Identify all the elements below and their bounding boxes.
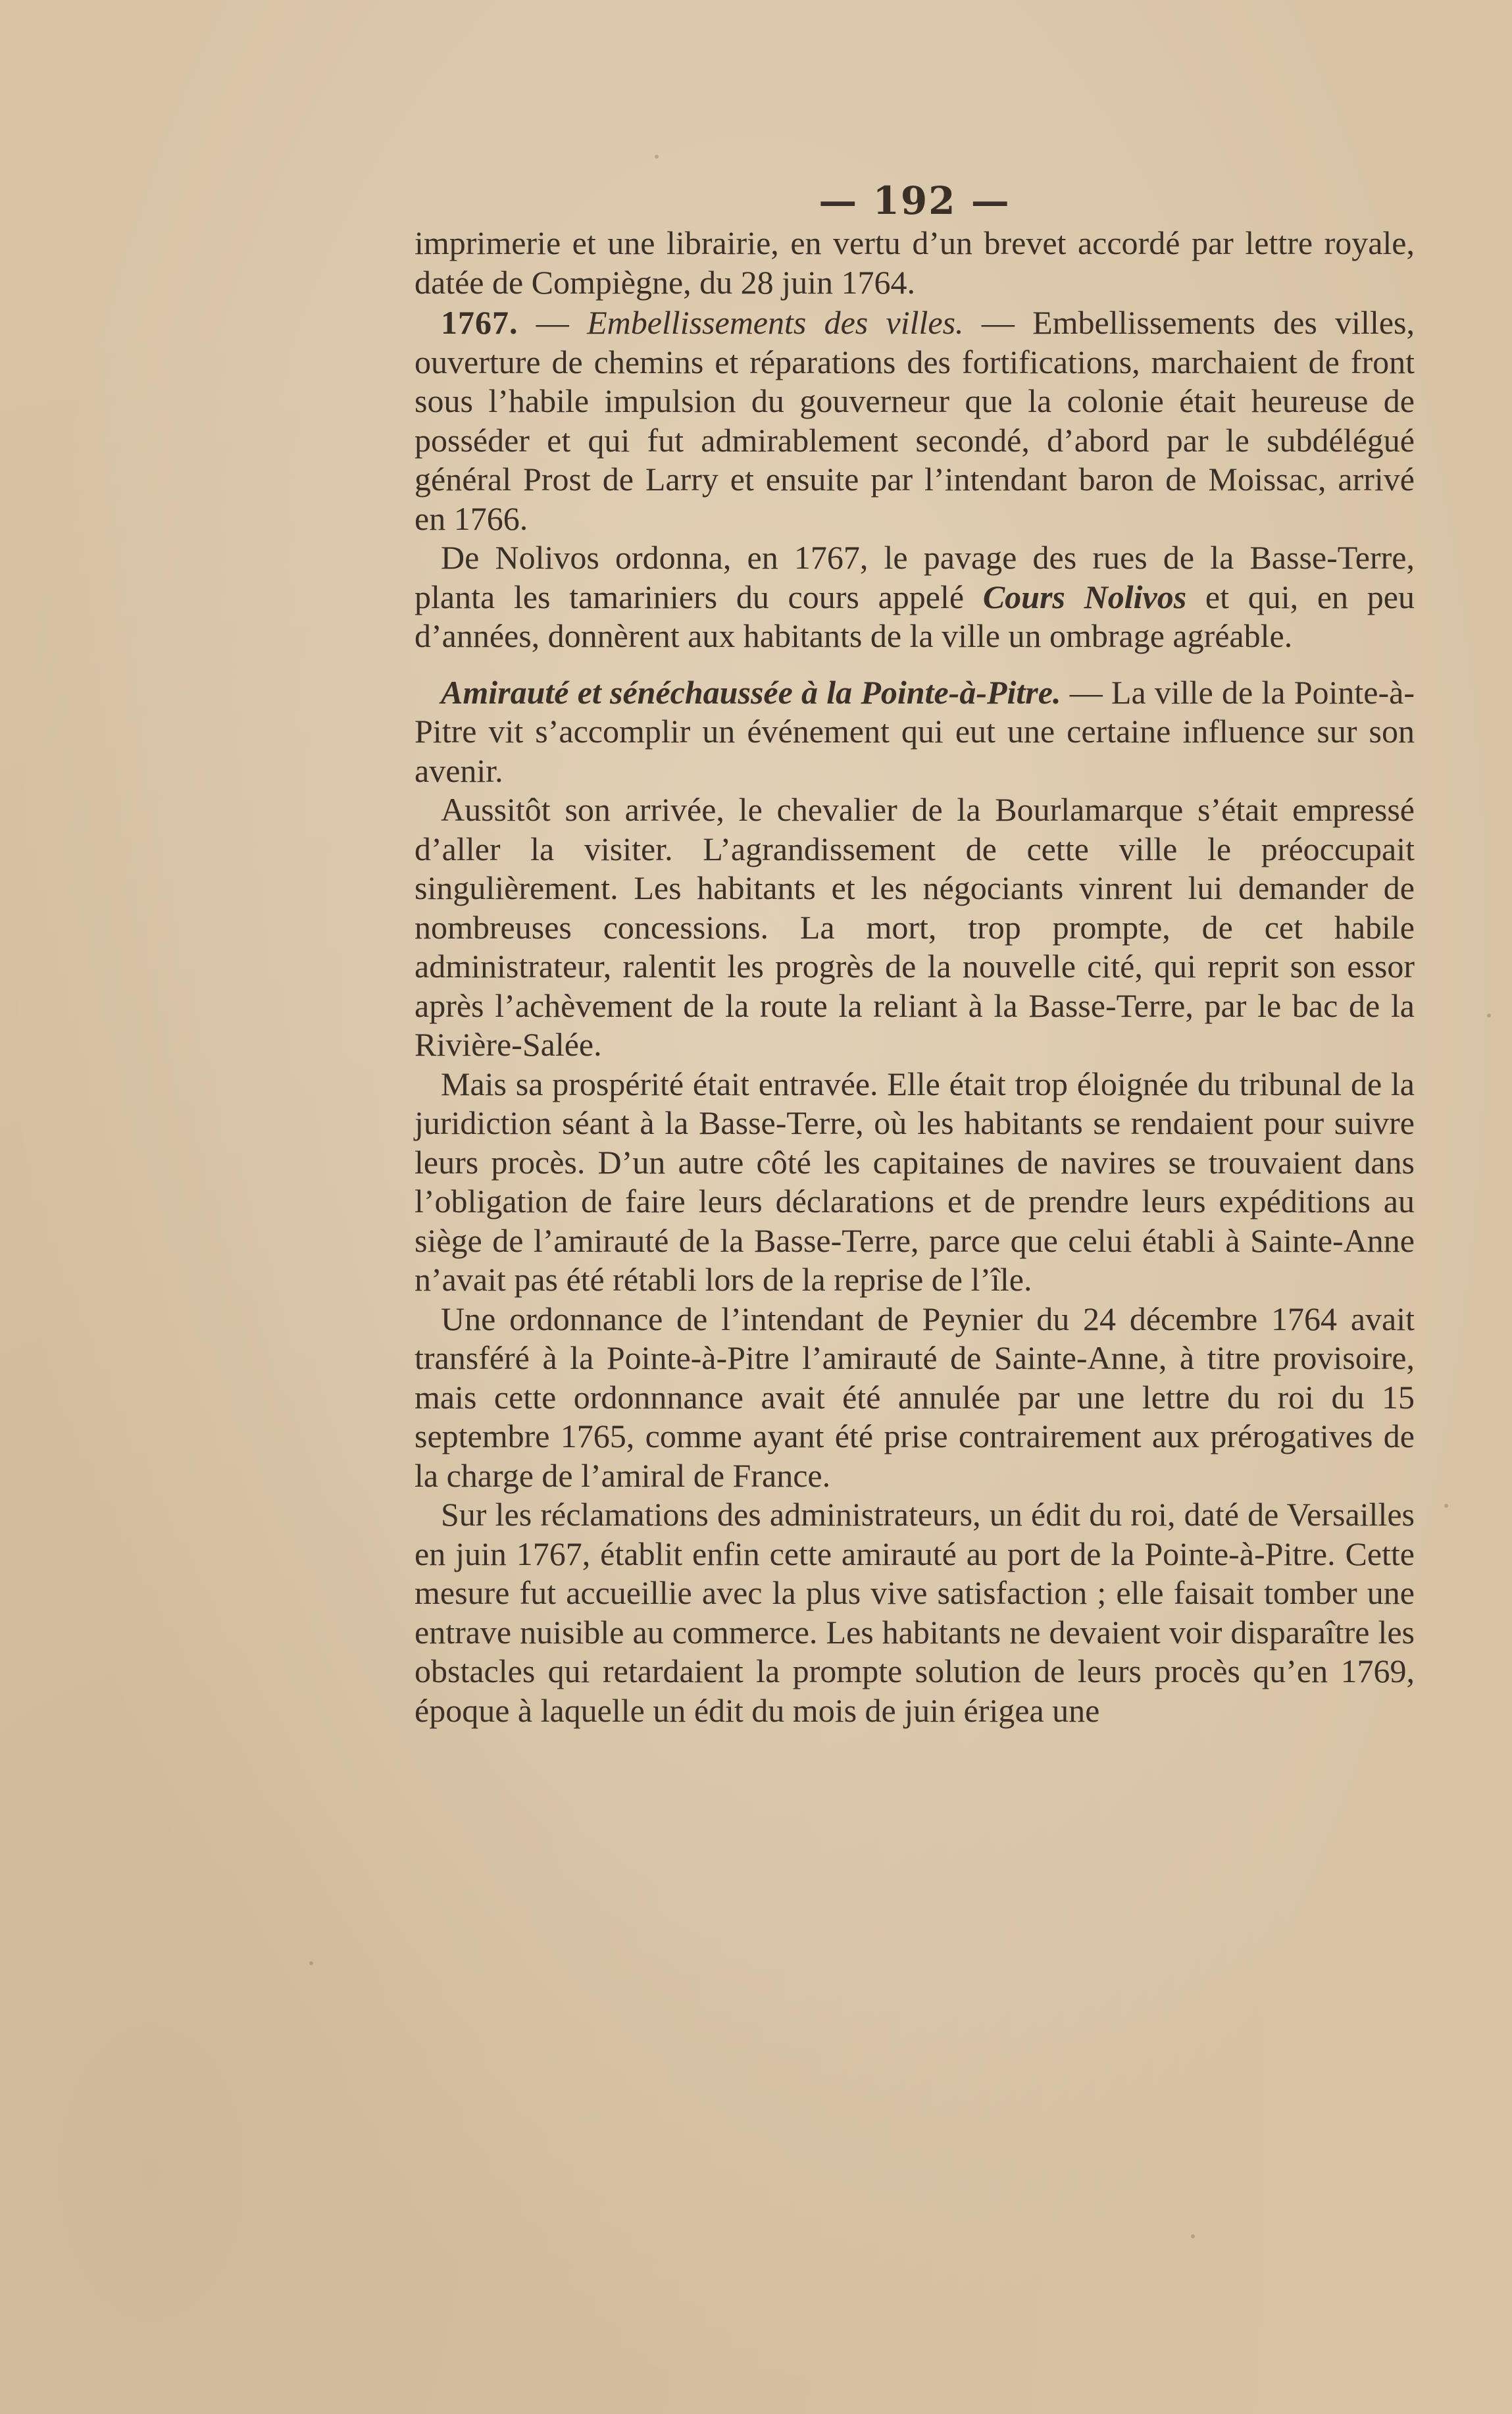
paper-speck [655,155,659,159]
paragraph-bourlamarque: Aussitôt son arrivée, le chevalier de la Bourlamarque s’était empressé d’aller la visiter. L’agrandissement de cette ville le préoccupait singulièrement. Les habitants et les négociants vinrent lui demander de nombreuses concessions. La mort, trop prompte, de cet habile administrateur, ralentit les progrès de la nouvelle cité, qui reprit son essor après l’achèvement de la route la reliant à la Basse-Terre, par le bac de la Rivière-Salée. [415,791,1415,1063]
paragraph-continuation: imprimerie et une librairie, en vertu d’un brevet accordé par lettre royale, datée de Compiègne, du 28 juin 1764. [415,224,1415,301]
paragraph-nolivos [415,538,1415,656]
section-dash: — [518,304,588,341]
page-number: — 192 — [819,178,1011,223]
page-body [415,224,1415,1730]
section-year: 1767. [441,304,518,341]
paper-speck [1191,2234,1195,2238]
paragraph-prosperite: Mais sa prospérité était entravée. Elle était trop éloignée du tribunal de la juridiction séant à la Basse-Terre, où les habitants se rendaient pour suivre leurs procès. D’un autre côté les capitaines de navires se trouvaient dans l’obligation de faire leurs déclarations et de prendre leurs expéditions au siège de l’amirauté de la Basse-Terre, parce que celui établi à Sainte-Anne n’avait pas été rétabli lors de la reprise de l’île. [415,1065,1415,1298]
book-page [415,178,1415,1730]
section-heading-amiraute: Amirauté et sénéchaussée à la Pointe-à-Pitre. [441,673,1061,711]
paragraph-embellissements [415,303,1415,538]
paper-speck [1444,1504,1448,1508]
paragraph-text: De Nolivos ordonna, en 1767, le pavage des rues de la Basse-Terre, planta les tamariniers du cours appelé [415,539,1415,615]
paragraph-text: et qui, en peu d’années, donnèrent aux habitants de la ville un ombrage agréable. [415,578,1415,654]
paragraph-text: — La ville de la Pointe-à-Pitre vit s’accomplir un événement qui eut une certaine influence sur son avenir. [415,673,1415,789]
paper-speck [309,1961,313,1965]
section-heading-embellissements: Embellissements des villes. [587,304,964,341]
paragraph-text: — Embellissements des villes, ouverture de chemins et réparations des fortifications, marchaient de front sous l’habile impulsion du gouverneur que la colonie était heureuse de posséder et qui fut admirablement secondé, d’abord par le subdélégué général Prost de Larry et ensuite par l’intendant baron de Moissac, arrivé en 1766. [415,304,1415,537]
cours-nolivos-italic: Cours Nolivos [982,578,1187,615]
paragraph-amiraute [415,673,1415,791]
paper-speck [1487,1014,1491,1017]
paragraph-ordonnance: Une ordonnance de l’intendant de Peynier du 24 décembre 1764 avait transféré à la Pointe-à-Pitre l’amirauté de Sainte-Anne, à titre provisoire, mais cette ordonnnance avait été annulée par une lettre du roi du 15 septembre 1765, comme ayant été prise contrairement aux prérogatives de la charge de l’amiral de France. [415,1300,1415,1494]
paragraph-reclamations: Sur les réclamations des administrateurs, un édit du roi, daté de Versailles en juin 1767, établit enfin cette amirauté au port de la Pointe-à-Pitre. Cette mesure fut accueillie avec la plus vive satisfaction ; elle faisait tomber une entrave nuisible au commerce. Les habitants ne devaient voir disparaître les obstacles qui retardaient la prompte solution de leurs procès qu’en 1769, époque à laquelle un édit du mois de juin érigea une [415,1496,1415,1729]
